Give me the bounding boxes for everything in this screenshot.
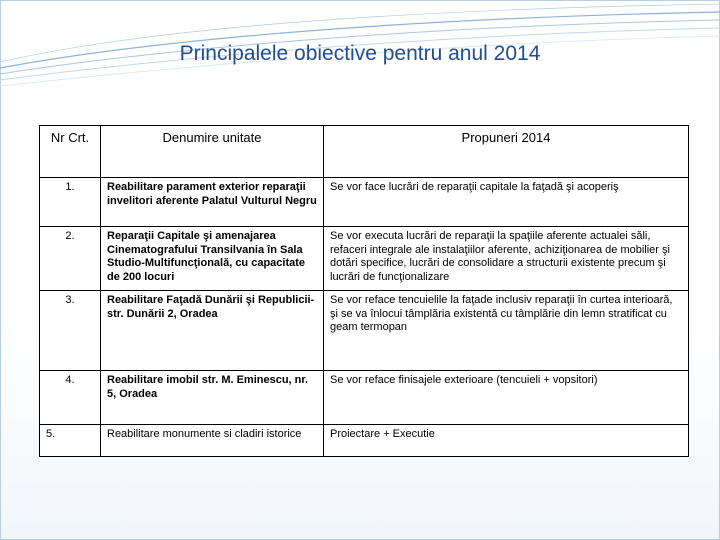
row-denumire: Reabilitare imobil str. M. Eminescu, nr. 5, Oradea [101, 371, 324, 425]
row-number: 1. [40, 178, 101, 227]
header-propuneri: Propuneri 2014 [324, 126, 689, 178]
row-propuneri: Se vor face lucrări de reparaţii capitale la faţadă şi acoperiş [324, 178, 689, 227]
table-row [40, 371, 689, 425]
table-row [40, 425, 689, 457]
row-denumire: Reabilitare monumente si cladiri istorice [101, 425, 324, 457]
header-denumire: Denumire unitate [101, 126, 324, 178]
row-propuneri: Se vor executa lucrări de reparaţii la spaţiile aferente actualei săli, refaceri integrale ale instalaţiilor aferente, achiziţionarea de mobilier şi dotări specifice, lucrări de consolidare a structurii existente precum şi lucrări de funcţionalizare [324, 227, 689, 291]
row-denumire: Reabilitare parament exterior reparaţii invelitori aferente Palatul Vulturul Negru [101, 178, 324, 227]
objectives-table [39, 125, 689, 457]
row-propuneri: Se vor reface finisajele exterioare (tencuieli + vopsitori) [324, 371, 689, 425]
table-row [40, 291, 689, 371]
row-number: 4. [40, 371, 101, 425]
table-row [40, 178, 689, 227]
table-header-row [40, 126, 689, 178]
row-propuneri: Proiectare + Executie [324, 425, 689, 457]
row-number: 2. [40, 227, 101, 291]
row-denumire: Reabilitare Faţadă Dunării şi Republicii- str. Dunării 2, Oradea [101, 291, 324, 371]
row-number: 3. [40, 291, 101, 371]
slide-title: Principalele obiective pentru anul 2014 [179, 42, 541, 65]
row-denumire: Reparaţii Capitale şi amenajarea Cinematografului Transilvania în Sala Studio-Multifuncţională, cu capacitate de 200 locuri [101, 227, 324, 291]
table-row [40, 227, 689, 291]
row-propuneri: Se vor reface tencuielile la faţade inclusiv reparaţii în curtea interioară, şi se va înlocui tâmplăria existentă cu tâmplărie din lemn stratificat cu geam termopan [324, 291, 689, 371]
header-nr: Nr Crt. [40, 126, 101, 178]
row-number: 5. [40, 425, 101, 457]
